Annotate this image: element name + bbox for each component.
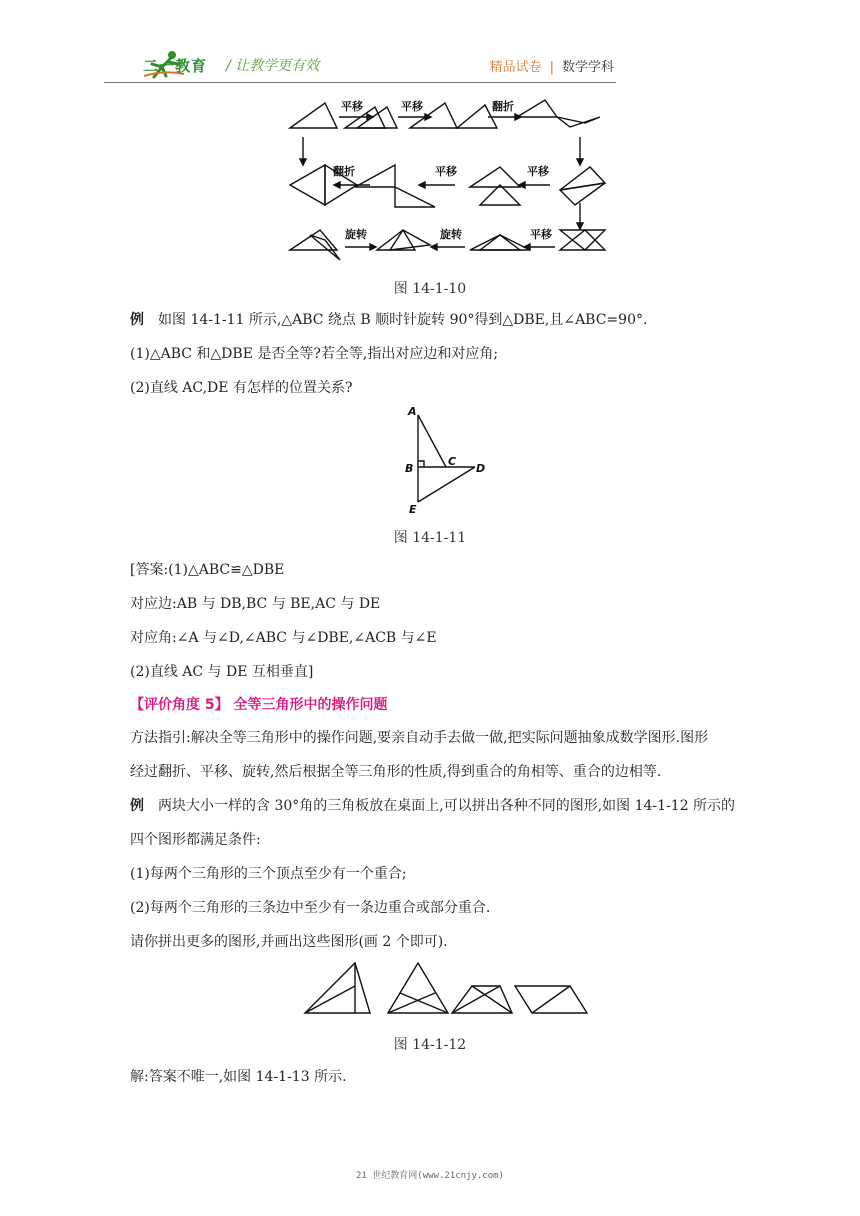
answer1-line2: 对应边:AB 与 DB,BC 与 BE,AC 与 DE [130,596,381,612]
label-translate-1: 平移 [341,100,363,113]
example1-q2: (2)直线 AC,DE 有怎样的位置关系? [130,380,353,396]
label-translate-4: 平移 [527,165,549,178]
section5-guide-line1: 方法指引:解决全等三角形中的操作问题,要亲自动手去做一做,把实际问题抽象成数学图形.图形 [130,730,709,746]
figure-14-1-10 [285,95,610,265]
label-rotate-2: 旋转 [440,228,462,241]
header-separator: | [549,60,554,75]
example2-intro-line2: 四个图形都满足条件: [130,832,261,848]
page-footer: 21 世纪教育网(www.21cnjy.com) [356,1171,504,1181]
point-E: E [409,503,417,516]
example1-intro [130,310,647,330]
point-B: B [405,462,414,475]
label-flip-2: 翻折 [333,165,355,178]
section5-title: 【评价角度 5】 全等三角形中的操作问题 [130,697,388,713]
point-D: D [476,462,486,475]
label-rotate-1: 旋转 [345,228,367,241]
logo-text: 二一教育 [143,57,208,75]
header-tag-subject: 数学学科 [561,60,614,75]
example2-condition2: (2)每两个三角形的三条边中至少有一条边重合或部分重合. [130,900,491,916]
answer1-line1: [答案:(1)△ABC≌△DBE [130,562,285,578]
page-header [0,0,860,90]
example1-q1: (1)△ABC 和△DBE 是否全等?若全等,指出对应边和对应角; [130,346,499,362]
header-tag-premium: 精品试卷 [489,60,542,75]
header-tags [490,56,614,75]
figure-14-1-11 [400,405,495,517]
example1-label: 例 [130,312,144,328]
figure-14-1-12 [300,958,590,1020]
figure-14-1-12-caption: 图 14-1-12 [393,1037,467,1053]
example1-text: 如图 14-1-11 所示,△ABC 绕点 B 顺时针旋转 90°得到△DBE,且∠ABC=90°. [144,312,648,328]
example2-label: 例 [130,798,144,814]
section5-guide-line2: 经过翻折、平移、旋转,然后根据全等三角形的性质,得到重合的角相等、重合的边相等. [130,764,662,780]
label-translate-5: 平移 [530,228,552,241]
answer1-line3: 对应角:∠A 与∠D,∠ABC 与∠DBE,∠ACB 与∠E [130,630,437,646]
header-divider [104,82,616,83]
example2-task: 请你拼出更多的图形,并画出这些图形(画 2 个即可). [130,934,448,950]
point-A: A [408,405,417,418]
solution-text: 解:答案不唯一,如图 14-1-13 所示. [130,1069,347,1085]
point-C: C [448,455,457,468]
header-slogan: / 让教学更有效 [226,58,320,74]
answer1-line4: (2)直线 AC 与 DE 互相垂直] [130,664,314,680]
figure-14-1-11-caption: 图 14-1-11 [393,530,467,546]
label-translate-2: 平移 [401,100,423,113]
label-translate-3: 平移 [435,165,457,178]
example2-intro-line1: 例 两块大小一样的含 30°角的三角板放在桌面上,可以拼出各种不同的图形,如图 14-1-12 所示的 [130,798,736,814]
figure-14-1-10-caption: 图 14-1-10 [393,281,467,297]
label-flip-1: 翻折 [492,100,514,113]
example2-condition1: (1)每两个三角形的三个顶点至少有一个重合; [130,866,407,882]
